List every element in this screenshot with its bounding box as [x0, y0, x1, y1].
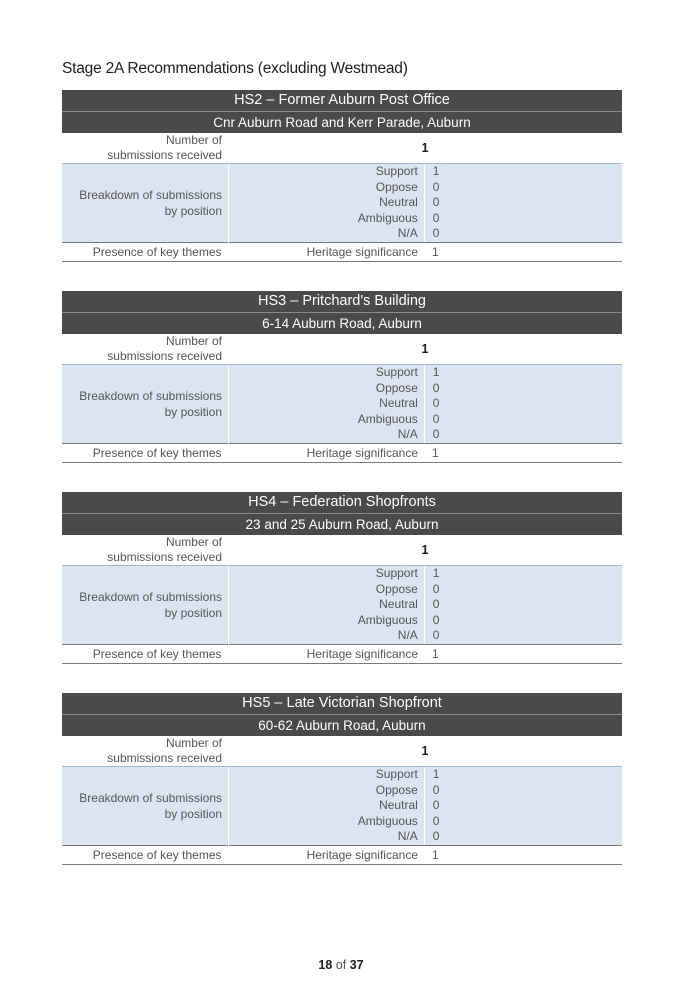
- breakdown-label: [62, 164, 228, 243]
- position-label: N/A: [229, 427, 425, 443]
- page-total: 37: [349, 958, 364, 972]
- position-row: [229, 597, 623, 613]
- theme-name: Heritage significance: [228, 443, 424, 462]
- position-count: 0: [424, 381, 622, 397]
- position-count: 0: [424, 628, 622, 644]
- submissions-row: [62, 334, 622, 365]
- position-count: 0: [424, 180, 622, 196]
- submissions-label: [62, 736, 228, 767]
- submissions-row: [62, 736, 622, 767]
- table-title: HS5 – Late Victorian Shopfront: [62, 693, 622, 715]
- breakdown-row: [62, 566, 622, 645]
- position-row: [229, 613, 623, 629]
- breakdown-label-line1: Breakdown of submissions: [79, 187, 222, 202]
- position-count: 0: [424, 814, 622, 830]
- position-label: N/A: [229, 226, 425, 242]
- breakdown-label: [62, 767, 228, 846]
- submissions-label: [62, 133, 228, 164]
- page-of: of: [335, 958, 347, 972]
- position-row: [229, 180, 623, 196]
- theme-count: 1: [424, 242, 622, 261]
- position-label: Support: [229, 767, 425, 783]
- position-label: N/A: [229, 829, 425, 845]
- position-row: [229, 164, 623, 180]
- position-label: N/A: [229, 628, 425, 644]
- position-count: 0: [424, 582, 622, 598]
- themes-row: [62, 242, 622, 261]
- position-count: 0: [424, 195, 622, 211]
- position-label: Support: [229, 566, 425, 582]
- submission-table: [62, 492, 622, 664]
- position-count: 1: [424, 164, 622, 180]
- page-heading: Stage 2A Recommendations (excluding Westmead): [62, 60, 408, 77]
- page-footer: [0, 958, 682, 972]
- position-label: Oppose: [229, 582, 425, 598]
- position-label: Ambiguous: [229, 814, 425, 830]
- position-label: Oppose: [229, 180, 425, 196]
- submissions-row: [62, 535, 622, 566]
- position-row: [229, 783, 623, 799]
- position-label: Neutral: [229, 195, 425, 211]
- submission-table: [62, 291, 622, 463]
- position-count: 0: [424, 783, 622, 799]
- position-label: Support: [229, 164, 425, 180]
- theme-count: 1: [424, 644, 622, 663]
- submissions-label: [62, 334, 228, 365]
- table-address: Cnr Auburn Road and Kerr Parade, Auburn: [62, 112, 622, 134]
- table-address: 6-14 Auburn Road, Auburn: [62, 313, 622, 335]
- table-address: 60-62 Auburn Road, Auburn: [62, 715, 622, 737]
- position-label: Neutral: [229, 597, 425, 613]
- position-count: 0: [424, 613, 622, 629]
- position-count: 0: [424, 412, 622, 428]
- position-count: 0: [424, 211, 622, 227]
- position-count: 0: [424, 226, 622, 242]
- position-label: Neutral: [229, 798, 425, 814]
- submissions-label-line2: submissions received: [107, 550, 222, 564]
- submissions-label: [62, 535, 228, 566]
- breakdown-row: [62, 365, 622, 444]
- submissions-row: [62, 133, 622, 164]
- breakdown-row: [62, 767, 622, 846]
- position-count: 0: [424, 396, 622, 412]
- theme-name: Heritage significance: [228, 845, 424, 864]
- position-row: [229, 226, 623, 242]
- breakdown-row: [62, 164, 622, 243]
- themes-row: [62, 845, 622, 864]
- theme-name: Heritage significance: [228, 644, 424, 663]
- theme-name: Heritage significance: [228, 242, 424, 261]
- position-row: [229, 829, 623, 845]
- table-title: HS4 – Federation Shopfronts: [62, 492, 622, 514]
- position-row: [229, 814, 623, 830]
- position-count: 1: [424, 365, 622, 381]
- position-label: Neutral: [229, 396, 425, 412]
- position-label: Oppose: [229, 381, 425, 397]
- submissions-label-line1: Number of: [165, 334, 222, 348]
- submissions-label-line1: Number of: [165, 133, 222, 147]
- themes-row: [62, 443, 622, 462]
- submissions-label-line1: Number of: [165, 736, 222, 750]
- submissions-label-line2: submissions received: [107, 148, 222, 162]
- position-count: 1: [424, 566, 622, 582]
- submissions-value: 1: [421, 342, 429, 356]
- position-row: [229, 566, 623, 582]
- breakdown-label-line1: Breakdown of submissions: [79, 589, 222, 604]
- table-title: HS3 – Pritchard's Building: [62, 291, 622, 313]
- position-row: [229, 628, 623, 644]
- submissions-value: 1: [421, 141, 429, 155]
- position-label: Ambiguous: [229, 211, 425, 227]
- position-row: [229, 211, 623, 227]
- position-row: [229, 412, 623, 428]
- breakdown-label: [62, 365, 228, 444]
- table-title: HS2 – Former Auburn Post Office: [62, 90, 622, 112]
- themes-label: Presence of key themes: [62, 242, 228, 261]
- theme-count: 1: [424, 443, 622, 462]
- position-count: 0: [424, 427, 622, 443]
- breakdown-label-line2: by position: [164, 806, 222, 821]
- table-address: 23 and 25 Auburn Road, Auburn: [62, 514, 622, 536]
- submissions-label-line2: submissions received: [107, 349, 222, 363]
- position-row: [229, 767, 623, 783]
- submissions-label-line1: Number of: [165, 535, 222, 549]
- submissions-label-line2: submissions received: [107, 751, 222, 765]
- themes-label: Presence of key themes: [62, 644, 228, 663]
- position-row: [229, 195, 623, 211]
- theme-count: 1: [424, 845, 622, 864]
- submission-table: [62, 693, 622, 865]
- themes-label: Presence of key themes: [62, 845, 228, 864]
- position-row: [229, 798, 623, 814]
- page-number: 18: [318, 958, 333, 972]
- breakdown-label-line2: by position: [164, 404, 222, 419]
- position-count: 0: [424, 829, 622, 845]
- position-label: Support: [229, 365, 425, 381]
- position-label: Oppose: [229, 783, 425, 799]
- position-count: 1: [424, 767, 622, 783]
- position-row: [229, 427, 623, 443]
- breakdown-label-line1: Breakdown of submissions: [79, 790, 222, 805]
- submissions-value: 1: [421, 543, 429, 557]
- breakdown-label-line2: by position: [164, 203, 222, 218]
- themes-label: Presence of key themes: [62, 443, 228, 462]
- submission-table: [62, 90, 622, 262]
- breakdown-label: [62, 566, 228, 645]
- position-row: [229, 582, 623, 598]
- breakdown-label-line2: by position: [164, 605, 222, 620]
- position-label: Ambiguous: [229, 613, 425, 629]
- position-row: [229, 396, 623, 412]
- position-row: [229, 381, 623, 397]
- position-row: [229, 365, 623, 381]
- position-count: 0: [424, 597, 622, 613]
- position-label: Ambiguous: [229, 412, 425, 428]
- position-count: 0: [424, 798, 622, 814]
- submissions-value: 1: [421, 744, 429, 758]
- breakdown-label-line1: Breakdown of submissions: [79, 388, 222, 403]
- themes-row: [62, 644, 622, 663]
